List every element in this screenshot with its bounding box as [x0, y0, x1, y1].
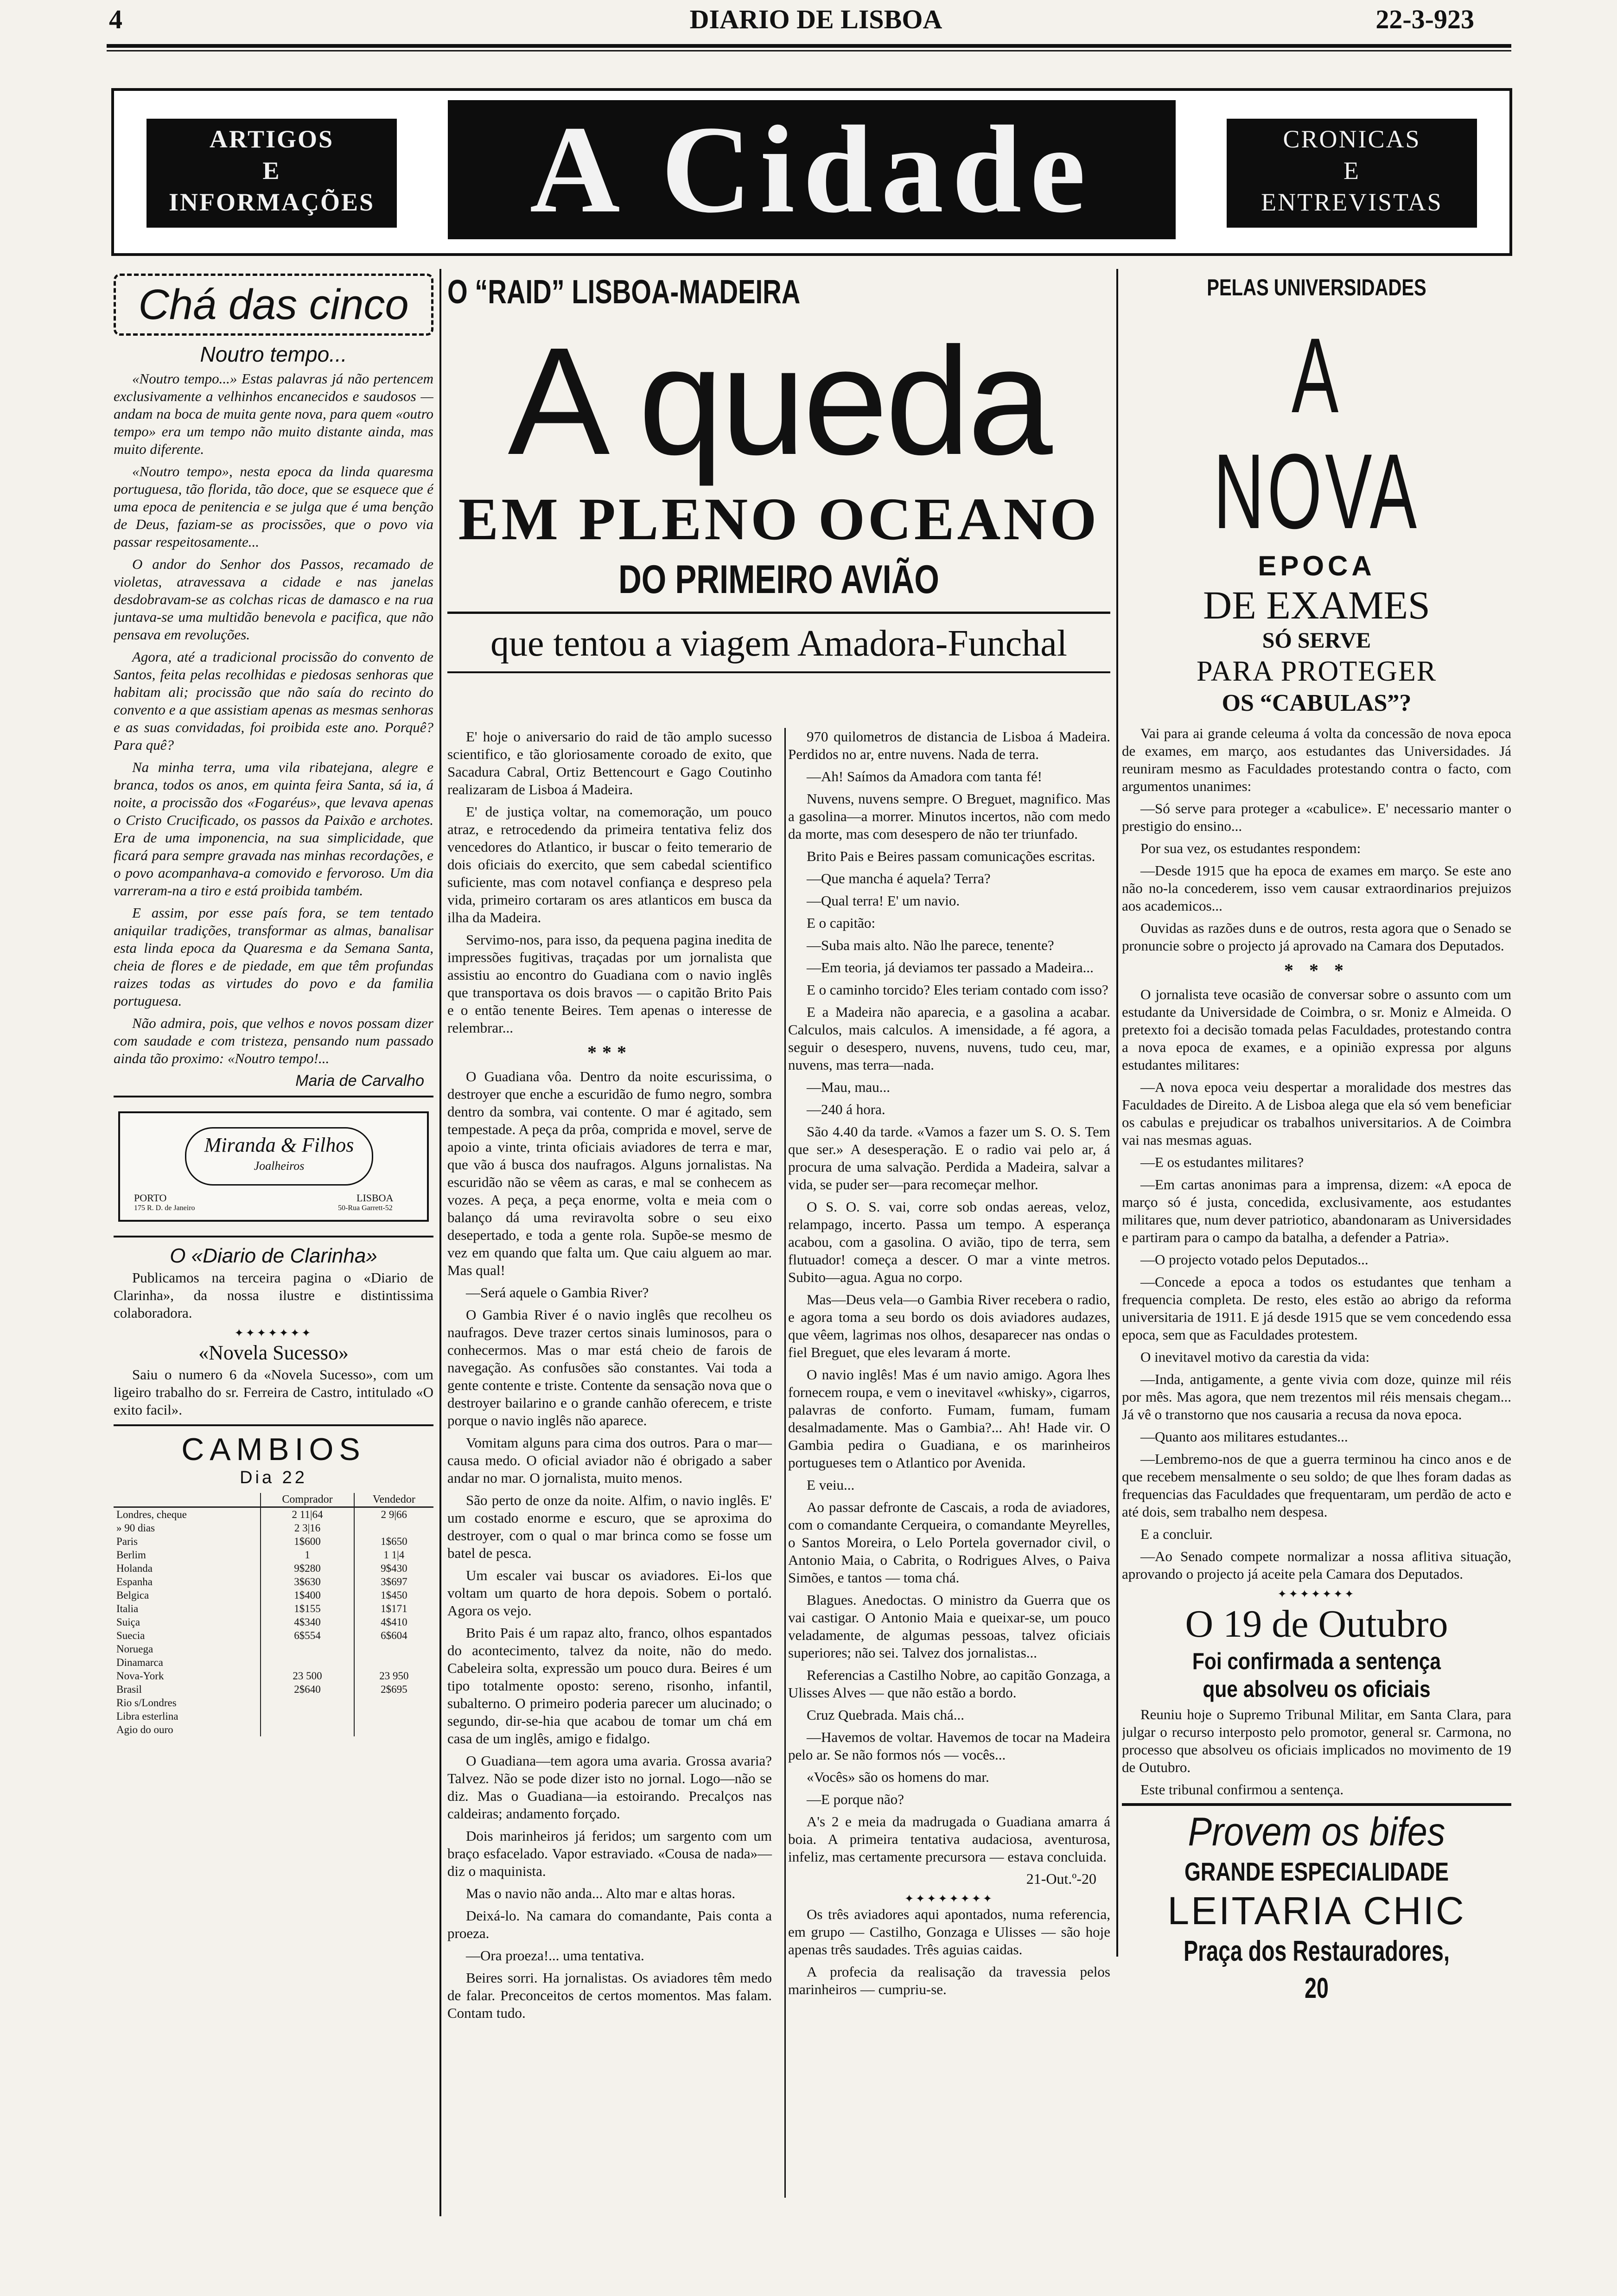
- paragraph: E o capitão:: [807, 915, 876, 931]
- table-cell: [354, 1709, 433, 1723]
- paragraph: E a Madeira não aparecia, e a gasolina a acabar. Calculos, mais calculos. A imensidade, a fé agora, a seguir o desespero, nuvens, nuvens, tudo ceu, mar, nuvens, mas terra—nada.: [788, 1004, 1110, 1073]
- cambios-body: [114, 1507, 433, 1737]
- paragraph: —Concede a epoca a todos os estudantes que tenham a frequencia completa. De resto, eles estão ao abrigo da reforma universitaria de 1911. E já desde 1915 que se vem concedendo essa epoca, sem que as Faculdades protestem.: [1122, 1274, 1511, 1343]
- paragraph: O inevitavel motivo da carestia da vida:: [1140, 1349, 1370, 1365]
- bifes-line-4: Praça dos Restauradores, 20: [1184, 1935, 1450, 2004]
- header-rule: [107, 44, 1511, 48]
- table-cell: Holanda: [116, 1563, 153, 1574]
- table-cell: [354, 1723, 433, 1736]
- col-currency: [114, 1493, 261, 1507]
- paragraph: —Desde 1915 que ha epoca de exames em março. Se este ano não no-la concederem, isso vem causar extraordinarios prejuizos aos academicos...: [1122, 862, 1511, 914]
- ornament: ✦✦✦✦✦✦✦✦: [904, 1893, 994, 1905]
- table-cell: 1$450: [354, 1588, 433, 1602]
- table-cell: 1$650: [354, 1535, 433, 1548]
- divider: [114, 1096, 433, 1097]
- table-cell: Suiça: [116, 1616, 140, 1628]
- banner-left-line: E: [262, 157, 281, 185]
- univ-headline: A NOVA: [1213, 316, 1420, 551]
- paragraph: —Mau, mau...: [807, 1079, 890, 1095]
- banner-left-box: [146, 119, 397, 228]
- table-cell: Noruega: [116, 1643, 153, 1655]
- univ-line-6: OS “CABULAS”?: [1222, 690, 1412, 716]
- table-cell: 9$430: [354, 1562, 433, 1575]
- univ-line-2: EPOCA: [1258, 550, 1375, 581]
- col-sell: Vendedor: [354, 1493, 433, 1507]
- cha-paragraph: Na minha terra, uma vila ribatejana, alegre e branca, todos os anos, em quinta feira Santa, sá ia, á noite, a procissão dos «Fogaréus», que levava apenas o Cristo Crucificado, os passos da Paixão e archotes. Era de uma imponencia, na sua simplicidade, que ficará para sempre gravada nas minhas recordações, e o povo acompanhava-a comovido e fervoroso. Um dia varreram-na a tiro e está proibida também.: [114, 759, 433, 899]
- column-divider: [439, 269, 441, 2216]
- table-cell: 1$155: [261, 1602, 354, 1615]
- table-cell: Nova-York: [116, 1670, 164, 1682]
- jeweler-ad: [118, 1111, 429, 1222]
- paragraph: A's 2 e meia da madrugada o Guadiana amarra á boia. A primeira tentativa audaciosa, aventurosa, infeliz, mas certamente precursora — estava concluida.: [788, 1813, 1110, 1865]
- banner-right-line: ENTREVISTAS: [1261, 188, 1443, 216]
- paragraph: O Guadiana—tem agora uma avaria. Grossa avaria? Talvez. Não se pode dizer isto no jornal. Logo—não se diz. Mas o Guadiana—ia estoirando. Precalços nas caldeiras; andamento forçado.: [447, 1753, 772, 1822]
- paragraph: São 4.40 da tarde. «Vamos a fazer um S. O. S. Tem que ser.» A desesperação. E o radio vai pelo ar, á procura de uma salvação. Perdida a Madeira, salvar a vida, se puder ser—para recomeçar melhor.: [788, 1123, 1110, 1193]
- jeweler-porto-addr: 175 R. D. de Janeiro: [134, 1204, 195, 1212]
- table-cell: Paris: [116, 1536, 138, 1547]
- cha-paragraph: O andor do Senhor dos Passos, recamado de violetas, atravessava a cidade e nas janelas desdobravam-se as colchas ricas de damasco e na rua juntava-se uma multidão benevola e pacifica, que não pensava em revoluções.: [114, 556, 433, 643]
- banner-right-line: CRONICAS: [1283, 125, 1421, 153]
- header-rule-thin: [107, 50, 1511, 51]
- banner-left-line: INFORMAÇÕES: [168, 188, 375, 216]
- univ-kicker: PELAS UNIVERSIDADES: [1207, 274, 1426, 300]
- table-cell: [354, 1656, 433, 1669]
- asterisks: * * *: [1284, 960, 1349, 981]
- banner-right-box: [1227, 119, 1477, 228]
- table-cell: 3$630: [261, 1575, 354, 1588]
- paragraph: —Lembremo-nos de que a guerra terminou ha cinco anos e de que recebem mensalmente o seu soldo; de que lhes foram dadas as frequencias das Faculdades que frequentaram, um perdão de acto e até dois, sem trabalho nem despesa.: [1122, 1451, 1511, 1520]
- table-cell: [354, 1642, 433, 1656]
- paragraph: E' de justiça voltar, na comemoração, um pouco atraz, e retrocedendo da primeira tentativa feliz dos vencedores do Atlantico, ir buscar o feito temerario de dois oficiais do exercito, que sem cabedal scientifico suficiente, mas com notavel confiança e despreso pela vida, primeiro cortaram os ares atlanticos em busca da ilha da Madeira.: [447, 804, 772, 925]
- table-cell: Espanha: [116, 1576, 153, 1588]
- paragraph: —Quanto aos militares estudantes...: [1140, 1429, 1348, 1445]
- raid-col-2-body: [788, 728, 1110, 1866]
- jeweler-sub: Joalheiros: [254, 1159, 305, 1173]
- table-cell: 1$600: [261, 1535, 354, 1548]
- univ-body: [1122, 725, 1511, 955]
- paragraph: «Vocês» são os homens do mar.: [807, 1769, 989, 1785]
- table-row: [114, 1562, 433, 1575]
- raid-deck-2: DO PRIMEIRO AVIÃO: [618, 557, 939, 602]
- table-cell: Londres, cheque: [116, 1509, 187, 1520]
- outubro-headline: O 19 de Outubro: [1185, 1602, 1448, 1645]
- paragraph: Beires sorri. Ha jornalistas. Os aviadores têm medo de falar. Preconceitos de certos momentos. Mas falam. Contam tudo.: [447, 1970, 772, 2021]
- outubro-deck-2: que absolveu os oficiais: [1203, 1676, 1431, 1702]
- table-row: [114, 1521, 433, 1535]
- table-cell: Suecia: [116, 1630, 145, 1641]
- cha-paragraph: «Noutro tempo», nesta epoca da linda quaresma portuguesa, tão florida, tão doce, que se esquece que é uma epoca de penitencia e se julga que é uma benção de Deus, faziam-se as procissões, que o povo via passar respeitosamente...: [114, 463, 433, 550]
- table-cell: 2$640: [261, 1683, 354, 1696]
- table-row: [114, 1602, 433, 1615]
- table-row: [114, 1575, 433, 1588]
- paragraph: O navio inglês! Mas é um navio amigo. Agora lhes fornecem roupa, e vem o inevitavel «whisky», cigarros, palavras de conforto. Fumam, fumam, fumam desalmadamente. Mas o Gambia?... Ah! Hade vir. O Gambia pedira o Guadiana, e os marinheiros portugueses tem o Atlantico por Avenida.: [788, 1366, 1110, 1471]
- table-cell: Agio do ouro: [116, 1724, 173, 1735]
- raid-deck-3: que tentou a viagem Amadora-Funchal: [447, 612, 1110, 667]
- table-cell: 6$554: [261, 1629, 354, 1642]
- table-row: [114, 1615, 433, 1629]
- raid-paragraph: Os três aviadores aqui apontados, numa referencia, em grupo — Castilho, Gonzaga e Ulisses — são hoje apenas três saudades. Três aguias caidas.: [788, 1906, 1110, 1958]
- banner-title: A Cidade: [448, 100, 1176, 239]
- paragraph: Servimo-nos, para isso, da pequena pagina inedita de impressões fugitivas, traçadas por um jornalista que assistiu ao encontro do Guadiana com o navio inglês que transportava os dois bravos — o capitão Brito Pais e o então tenente Beires. Tem apenas o interesse de relembrar...: [447, 931, 772, 1036]
- paragraph: Brito Pais e Beires passam comunicações escritas.: [807, 848, 1095, 864]
- paragraph: —Inda, antigamente, a gente vivia com doze, quinze mil réis por mês. Mas agora, que nem trezentos mil réis mensais chegam... Já vê o transtorno que nos causaria a recusa da nova epoca.: [1122, 1371, 1511, 1422]
- table-row: [114, 1548, 433, 1562]
- paragraph: —Que mancha é aquela? Terra?: [807, 870, 991, 887]
- cha-title: Chá das cinco: [138, 281, 409, 328]
- right-column: [1122, 271, 1511, 2209]
- paragraph: Mas o navio não anda... Alto mar e altas horas.: [466, 1885, 736, 1901]
- novela-title: «Novela Sucesso»: [198, 1341, 349, 1364]
- table-cell: 2 11|64: [261, 1507, 354, 1522]
- paragraph: Cruz Quebrada. Mais chá...: [807, 1707, 965, 1723]
- column-divider: [1116, 269, 1118, 1957]
- table-row: [114, 1696, 433, 1709]
- table-cell: Brasil: [116, 1684, 142, 1695]
- paragraph: O Gambia River é o navio inglês que recolheu os naufragos. Deve trazer certos sinais luminosos, para o conhecermos. Mas o mar está cheio de farois de navegação. As confusões são constantes. Vai toda a gente contente e triste. Contente da sensação nova que o destroyer bailarino e o grande canhão oferecem, e triste porque o navio inglês não aparece.: [447, 1307, 772, 1429]
- table-row: [114, 1709, 433, 1723]
- asterisks: ***: [587, 1042, 632, 1063]
- paragraph: Ao passar defronte de Cascais, a roda de aviadores, com o comandante Cerqueira, o comandante Meyrelles, o Santos Moreira, o Lelo Portela governador civil, o Antonio Maia, o Cabrita, o Rodrigues Alves, o Paiva Simões, e tantos — toma chá.: [788, 1499, 1110, 1586]
- table-row: [114, 1507, 433, 1522]
- banner-left-line: ARTIGOS: [209, 125, 334, 153]
- table-row: [114, 1588, 433, 1602]
- ornament: ✦✦✦✦✦✦✦: [234, 1327, 313, 1339]
- bifes-line-2: GRANDE ESPECIALIDADE: [1184, 1857, 1449, 1886]
- paragraph: O S. O. S. vai, corre sob ondas aereas, veloz, relampago, incerto. Passa um tempo. A esperança acabou, com a gasolina. O avião, tipo de terra, sem flutuador! começa a descer. O mar a vinte metros. Subito—agua. Agua no corpo.: [788, 1199, 1110, 1285]
- paragraph: Brito Pais é um rapaz alto, franco, olhos espantados do acontecimento, talvez da noite, não do medo. Cabeleira solta, expressão um pouco dura. Beires é um tipo totalmente oposto: sereno, risonho, infantil, subalterno. O primeiro poderia parecer um alucinado; o segundo, dir-se-hia que acabou de tomar um chá em casa de um inglês, amigo e fidalgo.: [447, 1625, 772, 1747]
- table-cell: Dinamarca: [116, 1657, 163, 1668]
- paragraph: —Ao Senado compete normalizar a nossa aflitiva situação, aprovando o projecto já aceite pela Camara dos Deputados.: [1122, 1548, 1511, 1582]
- paragraph: Dois marinheiros já feridos; um sargento com um braço esfacelado. Vapor estraviado. «Cousa de nada»—diz o maquinista.: [447, 1828, 772, 1879]
- table-cell: 4$410: [354, 1615, 433, 1629]
- cha-title-box: [114, 274, 433, 336]
- jeweler-oval: [185, 1127, 373, 1186]
- table-cell: 9$280: [261, 1562, 354, 1575]
- paragraph: Deixá-lo. Na camara do comandante, Pais conta a proeza.: [447, 1907, 772, 1941]
- paragraph: —Suba mais alto. Não lhe parece, tenente?: [807, 937, 1054, 953]
- cha-paragraph: Agora, até a tradicional procissão do convento de Santos, feita pelas recolhidas e piedosas senhoras que habitam ali; procissão que não saía do recinto do convento e a que assistiam apenas as mesmas senhoras e as suas convidadas, foi proibida este ano. Porquê? Para quê?: [114, 649, 433, 753]
- bifes-ad: [1122, 1803, 1511, 2007]
- table-cell: 1: [261, 1548, 354, 1562]
- paragraph: —Em cartas anonimas para a imprensa, dizem: «A epoca de março só é justa, concedida, exclusivamente, aos estudantes militares que, num dever patriotico, abandonaram as Universidades e partiram para o campo da batalha, a defender a Patria».: [1122, 1176, 1511, 1245]
- divider: [447, 671, 1110, 673]
- clarinha-text: Publicamos na terceira pagina o «Diario de Clarinha», da nossa ilustre e distintissima colaboradora.: [114, 1269, 433, 1321]
- paragraph: Vai para ai grande celeuma á volta da concessão de nova epoca de exames, em março, aos estudantes das Universidades. Já reuniram mesmo as Faculdades protestando contra o facto, com argumentos unanimes:: [1122, 725, 1511, 794]
- paragraph: —Qual terra! E' um navio.: [807, 893, 960, 909]
- jeweler-lisboa-addr: 50-Rua Garrett-52: [338, 1204, 393, 1212]
- table-row: [114, 1723, 433, 1736]
- table-cell: [261, 1642, 354, 1656]
- table-cell: Belgica: [116, 1589, 149, 1601]
- paragraph: Ouvidas as razões duns e de outros, resta agora que o Senado se pronuncie sobre o projecto já aprovado na Camara dos Deputados.: [1122, 920, 1511, 954]
- divider: [114, 1236, 433, 1237]
- paragraph: E' hoje o aniversario do raid de tão amplo sucesso scientifico, e tão gloriosamente coroado de exito, que Sacadura Cabral, Ortiz Bettencourt e Gago Coutinho realizaram de Lisboa á Madeira.: [447, 728, 772, 797]
- paragraph: —Só serve para proteger a «cabulice». E' necessario manter o prestigio do ensino...: [1122, 800, 1511, 834]
- table-cell: [354, 1521, 433, 1535]
- raid-article: [447, 271, 1110, 2209]
- raid-deck-1: EM PLENO OCEANO: [458, 486, 1100, 553]
- univ-body-2: [1122, 986, 1511, 1583]
- paragraph: Mas—Deus vela—o Gambia River recebera o radio, e agora toma a seu bordo os dois aviadores audazes, que vêem, lagrimas nos olhos, desaparecer nas ondas o fiel Breguet, que eles levaram á morte.: [788, 1291, 1110, 1360]
- cha-paragraph: «Noutro tempo...» Estas palavras já não pertencem exclusivamente a velhinhos encanecidos e saudosos — andam na boca de muita gente nova, para quem «outro tempo» era um tempo não muito distante ainda, mas muito diferente.: [114, 370, 433, 457]
- paragraph: Blagues. Anedoctas. O ministro da Guerra que os vai castigar. O Antonio Maia e queixar-se, um pouco veladamente, de algumas pessoas, talvez oficiais superiores; não sei. Talvez dos jornalistas...: [788, 1592, 1110, 1661]
- paragraph: 970 quilometros de distancia de Lisboa á Madeira. Perdidos no ar, entre nuvens. Nada de terra.: [788, 728, 1110, 762]
- cha-subtitle: Noutro tempo...: [200, 342, 347, 366]
- raid-col-1: [447, 728, 772, 2027]
- raid-paragraph: A profecia da realisação da travessia pelos marinheiros — cumpriu-se.: [788, 1964, 1110, 1997]
- table-cell: Libra esterlina: [116, 1710, 178, 1722]
- jeweler-lisboa: LISBOA: [357, 1192, 394, 1204]
- table-cell: Rio s/Londres: [116, 1697, 177, 1709]
- page-date: 22-3-923: [1375, 4, 1474, 34]
- paragraph: —E os estudantes militares?: [1140, 1154, 1304, 1170]
- jeweler-porto: PORTO: [134, 1192, 167, 1204]
- outubro-text: Reuniu hoje o Supremo Tribunal Militar, em Santa Clara, para julgar o recurso interposto pelo promotor, general sr. Carmona, no processo que absolveu os oficiais implicados no movimento de 19 de Outubro.: [1122, 1706, 1511, 1775]
- univ-line-3: DE EXAMES: [1203, 583, 1430, 627]
- cambios-table: [114, 1493, 433, 1736]
- table-row: [114, 1656, 433, 1669]
- table-cell: 2 9|66: [354, 1507, 433, 1522]
- page-number: 4: [109, 4, 122, 34]
- paragraph: —Havemos de voltar. Havemos de tocar na Madeira pelo ar. Se não formos nós — vocês...: [788, 1729, 1110, 1763]
- table-row: [114, 1683, 433, 1696]
- cambios-subtitle: Dia 22: [240, 1468, 307, 1487]
- paragraph: E veiu...: [807, 1477, 855, 1493]
- table-cell: 1$171: [354, 1602, 433, 1615]
- table-cell: 2 3|16: [261, 1521, 354, 1535]
- col-buy: Comprador: [261, 1493, 354, 1507]
- table-cell: [261, 1709, 354, 1723]
- paragraph: —E porque não?: [807, 1791, 904, 1807]
- table-cell: 1$400: [261, 1588, 354, 1602]
- table-cell: 1 1|4: [354, 1548, 433, 1562]
- table-row: [114, 1669, 433, 1683]
- paragraph: —Ah! Saímos da Amadora com tanta fé!: [807, 768, 1042, 784]
- table-cell: 2$695: [354, 1683, 433, 1696]
- paragraph: —O projecto votado pelos Deputados...: [1140, 1251, 1369, 1268]
- paragraph: E a concluir.: [1140, 1526, 1213, 1542]
- paragraph: —240 á hora.: [807, 1101, 885, 1117]
- paragraph: Referencias a Castilho Nobre, ao capitão Gonzaga, a Ulisses Alves — que não estão a bordo.: [788, 1667, 1110, 1701]
- table-cell: » 90 dias: [116, 1522, 155, 1534]
- paragraph: O jornalista teve ocasião de conversar sobre o assunto com um estudante da Universidade de Coimbra, o sr. Moniz e Almeida. O pretexto foi a decisão tomada pelas Faculdades, protestando contra a nova epoca de exames, e a opinião expressa por alguns estudantes militares:: [1122, 986, 1511, 1073]
- table-header-row: [114, 1493, 433, 1507]
- bifes-line-3: LEITARIA CHIC: [1167, 1889, 1466, 1932]
- paragraph: —Em teoria, já deviamos ter passado a Madeira...: [807, 959, 1094, 976]
- paragraph: Nuvens, nuvens sempre. O Breguet, magnifico. Mas a gasolina—a morrer. Minutos incertos, não com medo da morte, mas com desespero de não ter triunfado.: [788, 791, 1110, 842]
- raid-col-2: [788, 728, 1110, 2003]
- ornament: ✦✦✦✦✦✦✦: [1277, 1588, 1356, 1601]
- bifes-line-1: Provem os bifes: [1188, 1810, 1445, 1854]
- paragraph: São perto de onze da noite. Alfim, o navio inglês. E' um costado enorme e escuro, que se aproxima do destroyer, com o qual o mar brinca como se fosse um batel de pesca.: [447, 1492, 772, 1561]
- raid-headline: A queda: [508, 315, 1050, 486]
- table-cell: 3$697: [354, 1575, 433, 1588]
- table-cell: [354, 1696, 433, 1709]
- paragraph: E o caminho torcido? Eles teriam contado com isso?: [807, 982, 1108, 998]
- clarinha-title: O «Diario de Clarinha»: [170, 1244, 377, 1267]
- univ-line-5: PARA PROTEGER: [1196, 656, 1437, 687]
- univ-line-4: SÓ SERVE: [1262, 628, 1371, 653]
- outubro-deck-1: Foi confirmada a sentença: [1192, 1648, 1441, 1674]
- paragraph: Vomitam alguns para cima dos outros. Para o mar—causa medo. O oficial aviador não é obrigado a saber andar no mar. O jornalista, muito menos.: [447, 1435, 772, 1486]
- table-cell: 6$604: [354, 1629, 433, 1642]
- newspaper-name: DIARIO DE LISBOA: [689, 4, 942, 34]
- table-cell: 23 950: [354, 1669, 433, 1683]
- paragraph: —Será aquele o Gambia River?: [466, 1284, 649, 1301]
- cha-author: Maria de Carvalho: [295, 1072, 424, 1090]
- table-cell: Italia: [116, 1603, 139, 1614]
- cha-paragraph: Não admira, pois, que velhos e novos possam dizer com saudade e com tristeza, pensando num passado ainda tão proximo: «Noutro tempo!...: [114, 1015, 433, 1066]
- banner-right-line: E: [1343, 157, 1360, 185]
- table-row: [114, 1629, 433, 1642]
- divider: [114, 1424, 433, 1426]
- table-row: [114, 1642, 433, 1656]
- paragraph: —Ora proeza!... uma tentativa.: [466, 1947, 644, 1964]
- outubro-text-2: Este tribunal confirmou a sentença.: [1140, 1781, 1344, 1798]
- paragraph: —A nova epoca veiu despertar a moralidade dos mestres das Faculdades de Direito. A de Lisboa alega que ela só vem beneficiar os cabulas e prejudicar os trabalhos universitarios. A de Coimbra vai nas mesmas aguas.: [1122, 1079, 1511, 1148]
- cambios-title: CAMBIOS: [181, 1432, 366, 1467]
- table-cell: [261, 1656, 354, 1669]
- paragraph: O Guadiana vôa. Dentro da noite escurissima, o destroyer que enche a escuridão de fumo negro, sombra dentro da sombra, vai contente. O mar é agitado, sem tempestade. A peça da prôa, comprida e movel, serve de apoio a vinte, trinta oficiais aviadores de terra e mar, que vão á busca dos naufragos. Alguns jornalistas. Na escuridão não se vêem as caras, e mal se conhecem as vozes. A peça, a peça enorme, volta e meia com o balanço dá uma reviravolta sobre o seu eixo desepertado, e toda a gente rola. Supõe-se mesmo de vez em quando que falta um. Que caiu alguem ao mar. Mas qual!: [447, 1068, 772, 1278]
- paragraph: Por sua vez, os estudantes respondem:: [1140, 840, 1361, 856]
- table-cell: 4$340: [261, 1615, 354, 1629]
- jeweler-name: Miranda & Filhos: [204, 1134, 354, 1156]
- raid-dateline: 21-Out.º-20: [1026, 1870, 1096, 1887]
- cha-paragraph: E assim, por esse país fora, se tem tentado aniquilar tradições, transformar as almas, banalisar esta linda epoca da Quaresma e da Semana Santa, cheia de flores e de piedade, em que têm profundas raizes todas as virtudes do povo e da familia portuguesa.: [114, 905, 433, 1009]
- table-cell: [261, 1696, 354, 1709]
- a-cidade-banner: [111, 88, 1512, 256]
- novela-text: Saiu o numero 6 da «Novela Sucesso», com um ligeiro trabalho do sr. Ferreira de Castro, intitulado «O exito facil».: [114, 1366, 433, 1418]
- table-cell: [261, 1723, 354, 1736]
- table-cell: 23 500: [261, 1669, 354, 1683]
- paragraph: Um escaler vai buscar os aviadores. Ei-los que voltam um quarto de hora depois. Sobem o portaló. Agora os vejo.: [447, 1567, 772, 1619]
- table-cell: Berlim: [116, 1549, 146, 1561]
- raid-kicker: O “RAID” LISBOA-MADEIRA: [447, 274, 801, 311]
- left-column: [114, 274, 433, 2212]
- table-row: [114, 1535, 433, 1548]
